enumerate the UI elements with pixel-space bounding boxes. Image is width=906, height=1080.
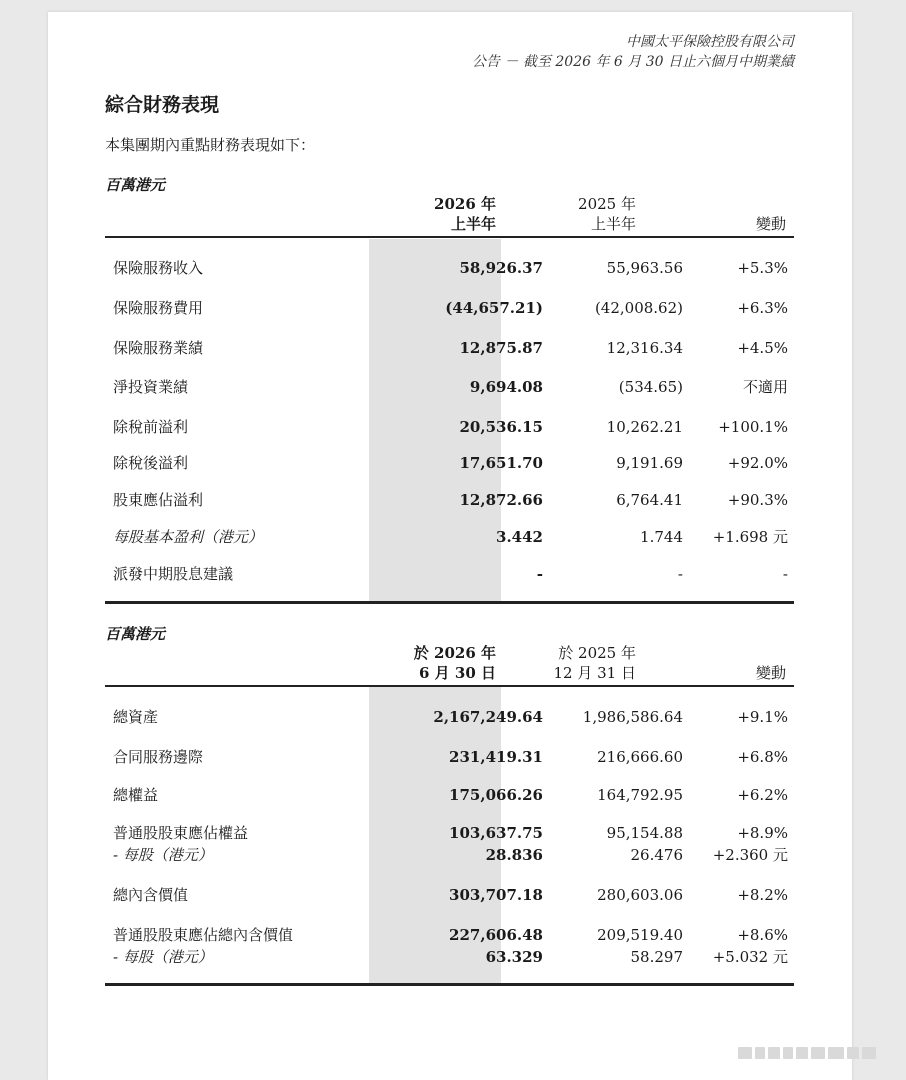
row-label: - 每股（港元） xyxy=(113,948,213,966)
value-change: +5.032 元 xyxy=(712,948,788,966)
value-prior: - xyxy=(677,565,683,583)
value-change: +8.6% xyxy=(737,926,788,944)
value-prior: 9,191.69 xyxy=(616,454,683,472)
table1-col1-header: 2026 年 上半年 xyxy=(434,195,496,233)
value-current: 227,606.48 xyxy=(449,926,543,944)
row-label: 總權益 xyxy=(113,786,159,804)
value-change: +1.698 元 xyxy=(712,528,788,546)
value-current: 12,875.87 xyxy=(459,339,543,357)
table2-col1-header: 於 2026 年 6 月 30 日 xyxy=(413,644,496,682)
value-prior: 164,792.95 xyxy=(597,786,683,804)
table1-col3-header: 變動 xyxy=(755,215,786,233)
value-prior: 58.297 xyxy=(630,948,683,966)
value-prior: 6,764.41 xyxy=(616,491,683,509)
value-current: 58,926.37 xyxy=(459,259,543,277)
value-change: +8.2% xyxy=(737,886,788,904)
table2-col2-header: 於 2025 年 12 月 31 日 xyxy=(553,644,636,682)
row-label: 保險服務費用 xyxy=(113,299,204,317)
table2-bottom-rule xyxy=(105,983,794,986)
value-change: +5.3% xyxy=(737,259,788,277)
value-current: 303,707.18 xyxy=(449,886,543,904)
value-current: 20,536.15 xyxy=(459,418,543,436)
value-change: +8.9% xyxy=(737,824,788,842)
value-prior: 26.476 xyxy=(630,846,683,864)
value-prior: 1.744 xyxy=(640,528,683,546)
value-change: 不適用 xyxy=(742,378,788,396)
table1-col2-header: 2025 年 上半年 xyxy=(578,195,636,233)
value-current: (44,657.21) xyxy=(445,299,543,317)
value-prior: 12,316.34 xyxy=(606,339,683,357)
value-current: 28.836 xyxy=(485,846,543,864)
row-label: 普通股股東應佔權益 xyxy=(113,824,249,842)
row-label: 保險服務收入 xyxy=(113,259,204,277)
value-change: +4.5% xyxy=(737,339,788,357)
row-label: 股東應佔溢利 xyxy=(113,491,204,509)
value-change: +6.3% xyxy=(737,299,788,317)
value-prior: (534.65) xyxy=(618,378,683,396)
row-label: 總資產 xyxy=(113,708,159,726)
document-page xyxy=(48,12,852,1080)
row-label: 合同服務邊際 xyxy=(113,748,204,766)
value-current: 103,637.75 xyxy=(449,824,543,842)
value-current: 3.442 xyxy=(496,528,543,546)
value-change: +6.8% xyxy=(737,748,788,766)
row-label: - 每股（港元） xyxy=(113,846,213,864)
value-prior: 95,154.88 xyxy=(606,824,683,842)
table2-top-rule xyxy=(105,685,794,687)
value-prior: 55,963.56 xyxy=(606,259,683,277)
value-change: - xyxy=(782,565,788,583)
row-label: 除稅前溢利 xyxy=(113,418,189,436)
table2-col3-header: 變動 xyxy=(755,664,786,682)
row-label: 派發中期股息建議 xyxy=(113,565,234,583)
value-current: 17,651.70 xyxy=(459,454,543,472)
row-label: 除稅後溢利 xyxy=(113,454,189,472)
row-label: 每股基本盈利（港元） xyxy=(113,528,264,546)
value-change: +6.2% xyxy=(737,786,788,804)
value-prior: (42,008.62) xyxy=(594,299,683,317)
watermark xyxy=(738,1044,886,1058)
value-change: +100.1% xyxy=(718,418,788,436)
row-label: 淨投資業績 xyxy=(113,378,189,396)
value-change: +90.3% xyxy=(727,491,788,509)
value-current: 12,872.66 xyxy=(459,491,543,509)
table2-unit: 百萬港元 xyxy=(105,625,166,643)
value-current: 9,694.08 xyxy=(469,378,543,396)
table1-unit: 百萬港元 xyxy=(105,176,166,194)
company-name: 中國太平保險控股有限公司 xyxy=(626,34,794,50)
value-prior: 10,262.21 xyxy=(606,418,683,436)
value-current: - xyxy=(536,565,543,583)
row-label: 總內含價值 xyxy=(113,886,189,904)
value-current: 63.329 xyxy=(485,948,543,966)
value-prior: 209,519.40 xyxy=(597,926,683,944)
value-prior: 216,666.60 xyxy=(597,748,683,766)
value-prior: 1,986,586.64 xyxy=(582,708,683,726)
row-label: 普通股股東應佔總內含價值 xyxy=(113,926,294,944)
section-title: 綜合財務表現 xyxy=(105,94,220,116)
value-current: 231,419.31 xyxy=(449,748,543,766)
row-label: 保險服務業績 xyxy=(113,339,204,357)
value-current: 2,167,249.64 xyxy=(433,708,543,726)
table1-bottom-rule xyxy=(105,601,794,604)
value-change: +92.0% xyxy=(727,454,788,472)
value-change: +2.360 元 xyxy=(712,846,788,864)
intro-text: 本集團期內重點財務表現如下： xyxy=(105,136,316,154)
table1-top-rule xyxy=(105,236,794,238)
value-change: +9.1% xyxy=(737,708,788,726)
value-prior: 280,603.06 xyxy=(597,886,683,904)
value-current: 175,066.26 xyxy=(449,786,543,804)
announcement-subtitle: 公告 － 截至 2026 年 6 月 30 日止六個月中期業績 xyxy=(472,54,794,70)
